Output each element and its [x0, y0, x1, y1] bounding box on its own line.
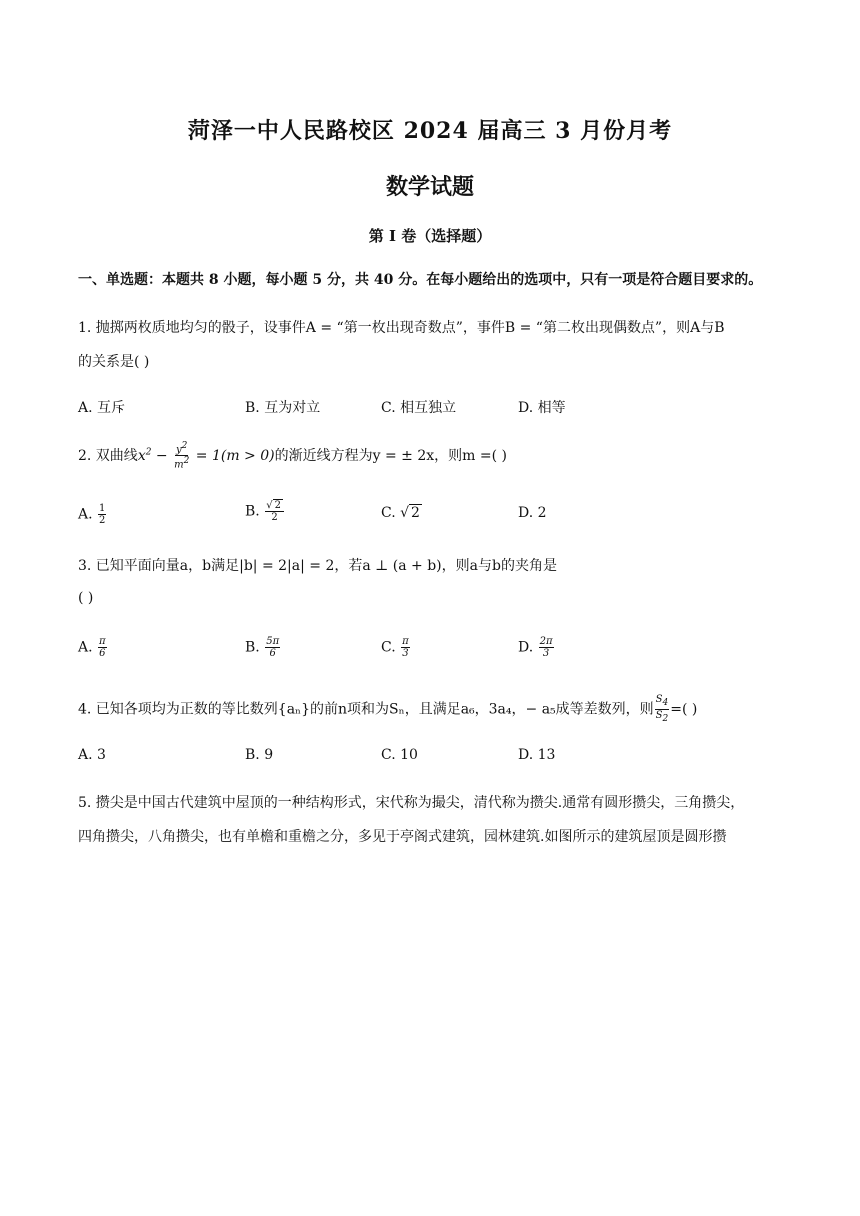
q4-option-a: A. 3: [78, 747, 106, 763]
q3-option-c: C. $\frac{\pi}{3}$: [381, 636, 409, 659]
q1-option-a: A. 互斥: [78, 400, 126, 416]
q2-suffix: 的渐近线方程为y = ± 2x，则m =( ): [274, 447, 507, 464]
q2-prefix: 2. 双曲线: [78, 447, 138, 464]
question-2: [78, 441, 507, 471]
q3-option-b: B. $\frac{5\pi}{6}$: [245, 636, 280, 659]
question-1-line-1: 1. 抛掷两枚质地均匀的骰子，设事件A = “第一枚出现奇数点”，事件B = “第二枚出现偶数点”，则A与B: [78, 320, 725, 336]
q1-option-b: B. 互为对立: [245, 400, 321, 416]
question-1-line-2: 的关系是( ): [78, 354, 150, 370]
question-5-line-1: 5. 攒尖是中国古代建筑中屋顶的一种结构形式，宋代称为撮尖，清代称为攒尖.通常有圆形攒尖，三角攒尖，: [78, 795, 745, 811]
q2-option-a: A. $\frac{1}{2}$: [78, 503, 106, 526]
q1-option-c: C. 相互独立: [381, 400, 457, 416]
q4-text: 4. 已知各项均为正数的等比数列{aₙ}的前n项和为Sₙ，且满足a₆，3a₄，− a₅成等差数列，则: [78, 701, 654, 718]
q2-equation: $x^2$ − $\frac{y^2}{m^2}$ = 1(m > 0): [137, 441, 275, 471]
question-5-line-2: 四角攒尖，八角攒尖，也有单檐和重檐之分，多见于亭阁式建筑，园林建筑.如图所示的建筑屋顶是圆形攒: [78, 829, 727, 845]
q4-fraction: $\frac{S_4}{S_2}$: [655, 694, 669, 724]
q2-option-d: D. 2: [518, 505, 547, 521]
q3-option-d: D. $\frac{2\pi}{3}$: [518, 636, 553, 659]
question-3-line-1: 3. 已知平面向量a，b满足|b| = 2|a| = 2，若a ⊥ (a + b)，则a与b的夹角是: [78, 558, 557, 574]
question-4: [78, 694, 697, 725]
q2-option-c: C. √ 2: [381, 505, 420, 521]
question-3-line-2: ( ): [78, 590, 94, 606]
q4-option-b: B. 9: [245, 747, 274, 763]
part-heading: 第 I 卷（选择题）: [368, 227, 492, 245]
q4-option-d: D. 13: [518, 747, 556, 763]
section-heading: 一、单选题：本题共 8 小题，每小题 5 分，共 40 分。在每小题给出的选项中，只有一项是符合题目要求的。: [78, 272, 763, 288]
exam-title: 菏泽一中人民路校区 2024 届高三 3 月份月考: [187, 118, 673, 144]
q1-option-d: D. 相等: [518, 400, 566, 416]
q3-option-a: A. $\frac{\pi}{6}$: [78, 636, 106, 659]
q4-tail: =( ): [670, 701, 698, 718]
q2-option-b: B. $\frac{√ 2}{2}$: [245, 500, 285, 523]
q4-option-c: C. 10: [381, 747, 418, 763]
exam-subtitle: 数学试题: [385, 174, 474, 200]
